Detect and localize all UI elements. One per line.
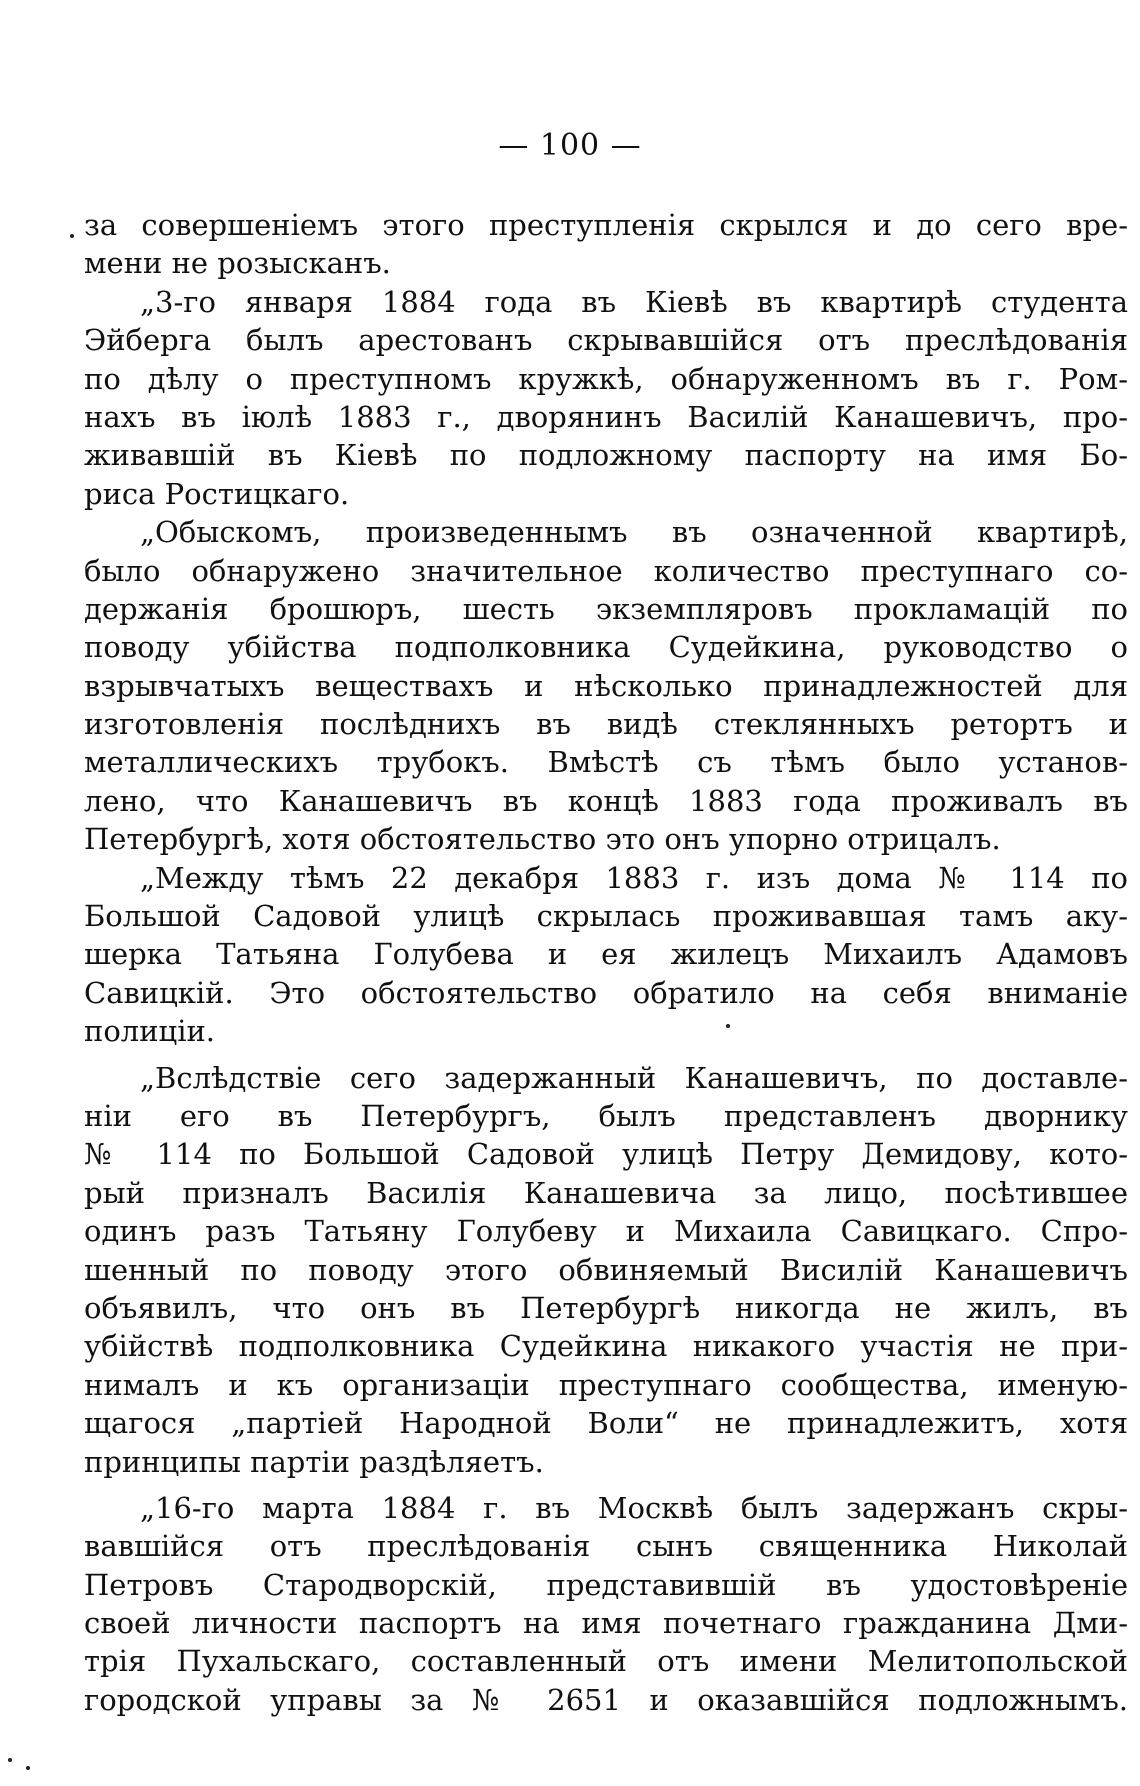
text-line: риса Ростицкаго. [84, 476, 350, 511]
paragraph [84, 1489, 1128, 1719]
scan-speck [8, 1758, 12, 1762]
text-line: № 114 по Большой Садовой улицѣ Петру Демидову, кото- [84, 1137, 1128, 1172]
text-line: вавшійся отъ преслѣдованія сынъ священника Николай [84, 1529, 1128, 1564]
text-line: Савицкій. Это обстоятельство обратило на себя вниманіе [84, 975, 1128, 1010]
text-line: ніи его въ Петербургъ, былъ представленъ дворнику [84, 1098, 1128, 1133]
text-line: щагося „партіей Народной Воли“ не принадлежитъ, хотя [84, 1406, 1128, 1441]
text-line: „16-го марта 1884 г. въ Москвѣ былъ задержанъ скры- [140, 1490, 1128, 1525]
body-text [84, 206, 1128, 1719]
text-line: своей личности паспортъ на имя почетнаго гражданина Дми- [84, 1606, 1128, 1641]
text-line: живавшій въ Кіевѣ по подложному паспорту на имя Бо- [84, 438, 1128, 473]
text-line: полиціи. [84, 1014, 216, 1049]
text-line: „Обыскомъ, произведеннымъ въ означенной квартирѣ, [140, 515, 1128, 550]
text-line: поводу убійства подполковника Судейкина, руководство о [84, 630, 1128, 665]
text-line: Большой Садовой улицѣ скрылась проживавшая тамъ аку- [84, 899, 1128, 934]
text-line: шенный по поводу этого обвиняемый Висилій Канашевичъ [84, 1252, 1128, 1287]
text-line: за совершеніемъ этого преступленія скрылся и до сего вре- [84, 208, 1128, 242]
text-line: держанія брошюръ, шесть экземпляровъ прокламацій по [84, 591, 1128, 626]
text-line: принципы партіи раздѣляетъ. [84, 1444, 544, 1479]
text-line: „3-го января 1884 года въ Кіевѣ въ квартирѣ студента [140, 284, 1128, 319]
text-line: Петербургѣ, хотя обстоятельство это онъ упорно отрицалъ. [84, 822, 1001, 857]
text-line: трія Пухальскаго, составленный отъ имени Мелитопольской [84, 1644, 1128, 1679]
text-line: объявилъ, что онъ въ Петербургѣ никогда не жилъ, въ [84, 1290, 1128, 1325]
text-line: было обнаружено значительное количество преступнаго со- [84, 553, 1128, 588]
text-line: „Между тѣмъ 22 декабря 1883 г. изъ дома № 114 по [140, 860, 1128, 895]
text-line: рый призналъ Василія Канашевича за лицо, посѣтившее [84, 1175, 1128, 1210]
scan-speck [726, 1024, 730, 1028]
text-line: взрывчатыхъ веществахъ и нѣсколько принадлежностей для [84, 668, 1128, 703]
text-line: по дѣлу о преступномъ кружкѣ, обнаруженномъ въ г. Ром- [84, 361, 1128, 396]
text-line: нималъ и къ организаціи преступнаго сообщества, именую- [84, 1367, 1128, 1402]
paragraph [84, 859, 1128, 1051]
paragraph [84, 1059, 1128, 1481]
paragraph-spacer [84, 1051, 1128, 1059]
text-line: мени не розысканъ. [84, 246, 391, 281]
text-line: нахъ въ іюлѣ 1883 г., дворянинъ Василій Канашевичъ, про- [84, 399, 1128, 434]
text-line: Эйберга былъ арестованъ скрывавшійся отъ преслѣдованія [84, 323, 1128, 358]
paragraph [84, 283, 1128, 513]
text-line: городской управы за № 2651 и оказавшійся подложнымъ. [84, 1682, 1128, 1717]
text-line: металлическихъ трубокъ. Вмѣстѣ съ тѣмъ было установ- [84, 745, 1128, 780]
paragraph-spacer [84, 1481, 1128, 1489]
paragraph [84, 513, 1128, 859]
text-line: одинъ разъ Татьяну Голубеву и Михаила Савицкаго. Спро- [84, 1214, 1128, 1249]
text-line: изготовленія послѣднихъ въ видѣ стеклянныхъ ретортъ и [84, 707, 1128, 742]
scan-speck [70, 234, 74, 238]
text-line: лено, что Канашевичъ въ концѣ 1883 года проживалъ въ [84, 783, 1128, 818]
text-line: Петровъ Стародворскій, представившій въ удостовѣреніе [84, 1567, 1128, 1602]
text-line: шерка Татьяна Голубева и ея жилецъ Михаилъ Адамовъ [84, 937, 1128, 972]
text-line: убійствѣ подполковника Судейкина никакого участія не при- [84, 1329, 1128, 1364]
paragraph [84, 206, 1128, 283]
text-line: „Вслѣдствіе сего задержанный Канашевичъ, по доставле- [140, 1060, 1128, 1095]
page-number: — 100 — [498, 128, 642, 163]
scan-speck [26, 1766, 30, 1770]
